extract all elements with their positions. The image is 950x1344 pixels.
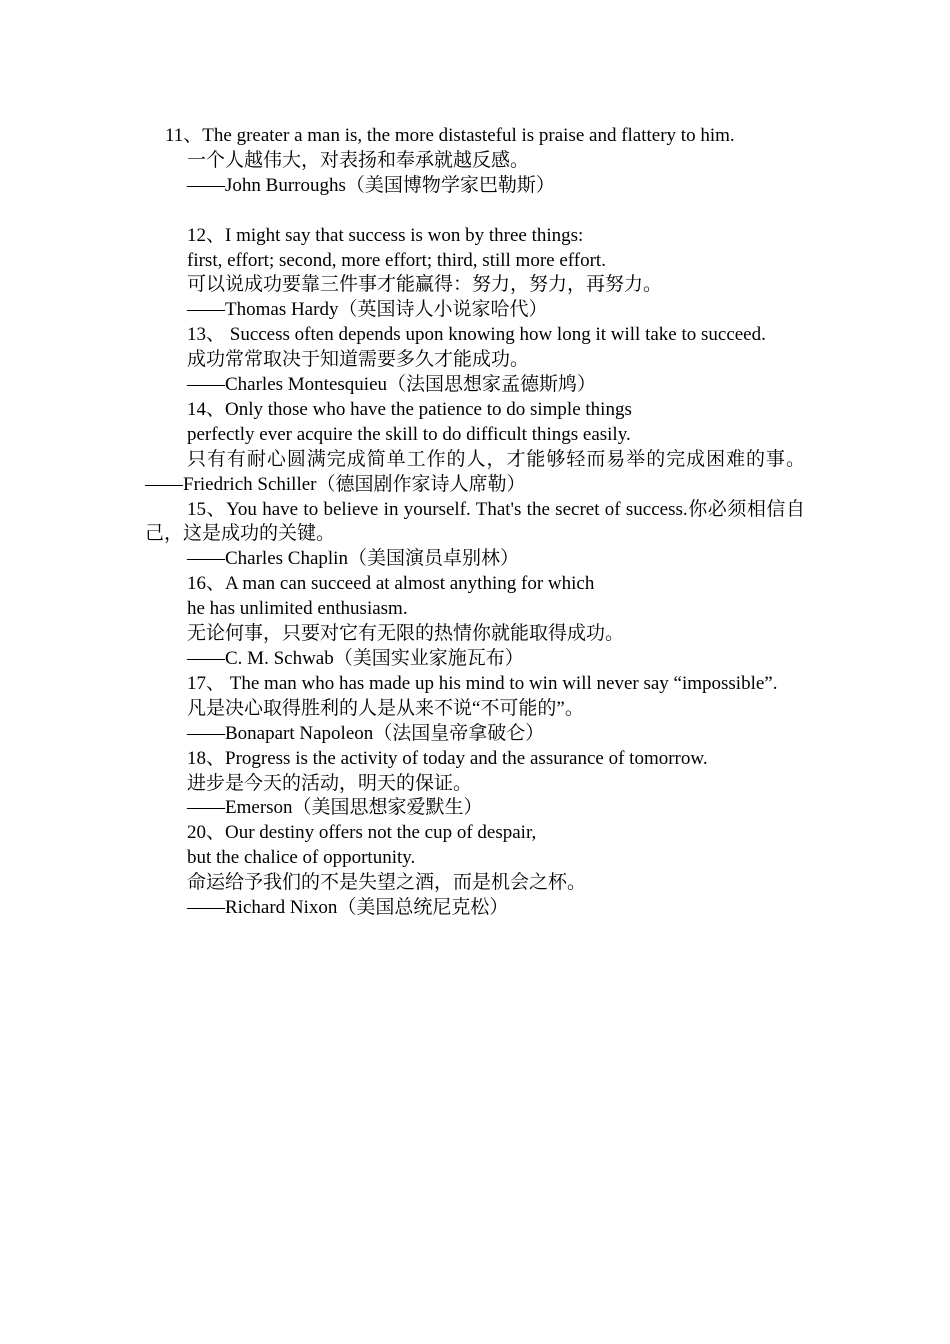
quote-13-english: 13、 Success often depends upon knowing how long it will take to succeed. — [187, 324, 766, 346]
quote-20-chinese: 命运给予我们的不是失望之酒，而是机会之杯。 — [187, 872, 587, 894]
quote-17-english: 17、 The man who has made up his mind to win will never say “impossible”. — [187, 672, 778, 694]
quote-16-english-line2: he has unlimited enthusiasm. — [187, 598, 408, 620]
quote-12-english-line2: first, effort; second, more effort; third, still more effort. — [187, 249, 606, 271]
quote-13-author: ——Charles Montesquieu（法国思想家孟德斯鸠） — [187, 374, 597, 396]
quote-11-english: 11、The greater a man is, the more distasteful is praise and flattery to him. — [165, 125, 735, 146]
quote-14-english-line2: perfectly ever acquire the skill to do difficult things easily. — [187, 423, 631, 445]
quote-17-author: ——Bonapart Napoleon（法国皇帝拿破仑） — [187, 722, 545, 744]
quote-12-english-line1: 12、I might say that success is won by three things: — [187, 224, 584, 246]
quote-14-chinese-and-author: 只有有耐心圆满完成简单工作的人，才能够轻而易举的完成困难的事。——Friedrich Schiller（德国剧作家诗人席勒） — [145, 448, 805, 495]
quote-11-author: ——John Burroughs（美国博物学家巴勒斯） — [187, 174, 555, 196]
quote-16-chinese: 无论何事，只要对它有无限的热情你就能取得成功。 — [187, 623, 625, 645]
quote-12-author: ——Thomas Hardy（英国诗人小说家哈代） — [187, 299, 548, 321]
quote-12-chinese: 可以说成功要靠三件事才能赢得：努力，努力，再努力。 — [187, 274, 663, 296]
quote-20-english-line2: but the chalice of opportunity. — [187, 847, 416, 869]
quote-20-english-line1: 20、Our destiny offers not the cup of despair, — [187, 822, 537, 844]
quotes-body — [145, 124, 805, 921]
quote-16-author: ——C. M. Schwab（美国实业家施瓦布） — [187, 648, 524, 670]
quote-14-english-line1: 14、Only those who have the patience to do simple things — [187, 398, 632, 420]
quote-20-author: ——Richard Nixon（美国总统尼克松） — [187, 897, 509, 919]
quote-13-chinese: 成功常常取决于知道需要多久才能成功。 — [187, 349, 530, 371]
quote-15-author: ——Charles Chaplin（美国演员卓别林） — [187, 548, 519, 570]
quote-18-english: 18、Progress is the activity of today and the assurance of tomorrow. — [187, 747, 708, 769]
quote-18-chinese: 进步是今天的活动，明天的保证。 — [187, 772, 473, 794]
paragraph-spacer — [145, 199, 805, 224]
quote-11-chinese: 一个人越伟大，对表扬和奉承就越反感。 — [187, 149, 530, 171]
quote-15-english-and-chinese: 15、You have to believe in yourself. That's the secret of success.你必须相信自己，这是成功的关键。 — [145, 498, 805, 545]
quote-18-author: ——Emerson（美国思想家爱默生） — [187, 797, 483, 819]
quote-16-english-line1: 16、A man can succeed at almost anything for which — [187, 573, 595, 595]
quote-17-chinese: 凡是决心取得胜利的人是从来不说“不可能的”。 — [187, 697, 584, 719]
